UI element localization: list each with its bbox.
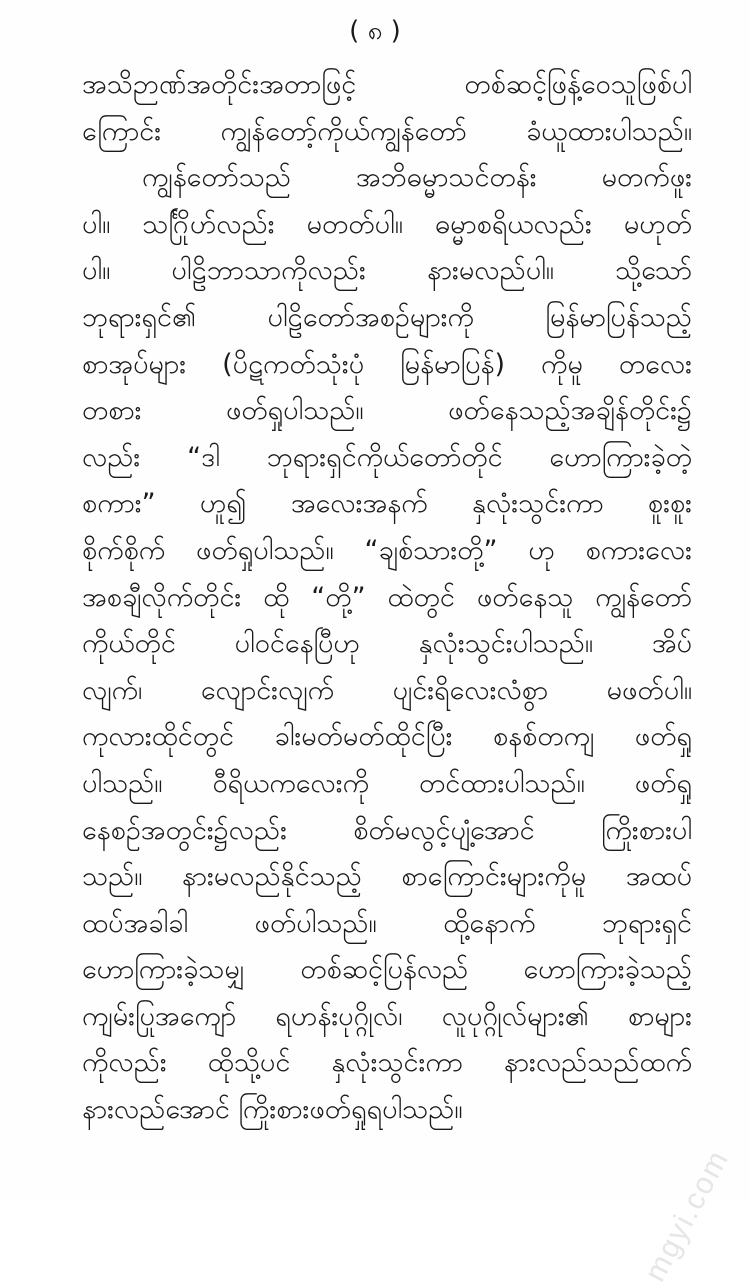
text-line: ထပ်အခါခါ ဖတ်ပါသည်။ ထို့နောက် ဘုရားရှင် bbox=[82, 907, 692, 939]
paragraph-start-line: ကျွန်တော်သည် အဘိဓမ္မာသင်တန်း မတက်ဖူး bbox=[142, 162, 692, 194]
body-text bbox=[82, 62, 692, 1134]
watermark: mgyi.com bbox=[638, 1144, 736, 1287]
text-line: သည်။ နားမလည်နိုင်သည့် စာကြောင်းများကိုမူ အထပ် bbox=[82, 861, 692, 893]
text-line: တစား ဖတ်ရှုပါသည်။ ဖတ်နေသည့်အချိန်တိုင်း၌ bbox=[82, 395, 692, 427]
text-line: ကြောင်း ကျွန်တော့်ကိုယ်ကျွန်တော် ခံယူထားပါသည်။ bbox=[82, 115, 692, 147]
text-line: ပါသည်။ ဝီရိယကလေးကို တင်ထားပါသည်။ ဖတ်ရှု bbox=[82, 767, 692, 799]
text-line: ကုလားထိုင်တွင် ခါးမတ်မတ်ထိုင်ပြီး စနစ်တကျ ဖတ်ရှု bbox=[82, 721, 692, 753]
text-line: အစချီလိုက်တိုင်း ထို “တို့” ထဲတွင် ဖတ်နေသူ ကျွန်တော် bbox=[82, 581, 692, 613]
text-line: ကိုလည်း ထိုသို့ပင် နှလုံးသွင်းကာ နားလည်သည်ထက် bbox=[82, 1047, 692, 1079]
text-line: စကား” ဟူ၍ အလေးအနက် နှလုံးသွင်းကာ စူးစူး bbox=[82, 488, 692, 520]
text-line: ကျမ်းပြုအကျော် ရဟန်းပုဂ္ဂိုလ်၊ လူပုဂ္ဂိုလ်များ၏ စာများ bbox=[82, 1000, 692, 1032]
text-line: စာအုပ်များ (ပိဋကတ်သုံးပုံ မြန်မာပြန်) ကိုမူ တလေး bbox=[82, 348, 692, 380]
text-line: ဟောကြားခဲ့သမျှ တစ်ဆင့်ပြန်လည် ဟောကြားခဲ့သည့် bbox=[82, 954, 692, 986]
text-line: အသိဉာဏ်အတိုင်းအတာဖြင့် တစ်ဆင့်ဖြန့်ဝေသူဖြစ်ပါ bbox=[82, 69, 692, 100]
text-line: စိုက်စိုက် ဖတ်ရှုပါသည်။ “ချစ်သားတို့” ဟု စကားလေး bbox=[82, 534, 692, 566]
text-line: လျက်၊ လျောင်းလျက် ပျင်းရိလေးလံစွာ မဖတ်ပါ။ bbox=[82, 674, 692, 706]
text-line: နေစဉ်အတွင်း၌လည်း စိတ်မလွင့်ပျံ့အောင် ကြိုးစားပါ bbox=[82, 814, 692, 846]
text-line: ကိုယ်တိုင် ပါဝင်နေပြီဟု နှလုံးသွင်းပါသည်။ အိပ် bbox=[82, 628, 692, 660]
text-line: ပါ။ သင်္ဂြိုဟ်လည်း မတတ်ပါ။ ဓမ္မာစရိယလည်း မဟုတ် bbox=[82, 208, 692, 240]
text-line: နားလည်အောင် ကြိုးစားဖတ်ရှုရပါသည်။ bbox=[82, 1094, 463, 1126]
text-line: ဘုရားရှင်၏ ပါဠိတော်အစဉ်များကို မြန်မာပြန်သည့် bbox=[82, 301, 692, 333]
page-number: ( ၈ ) bbox=[349, 16, 401, 46]
text-line: ပါ။ ပါဠိဘာသာကိုလည်း နားမလည်ပါ။ သို့သော် bbox=[82, 255, 692, 287]
text-line: လည်း “ဒါ ဘုရားရှင်ကိုယ်တော်တိုင် ဟောကြားခဲ့တဲ့ bbox=[82, 441, 692, 473]
